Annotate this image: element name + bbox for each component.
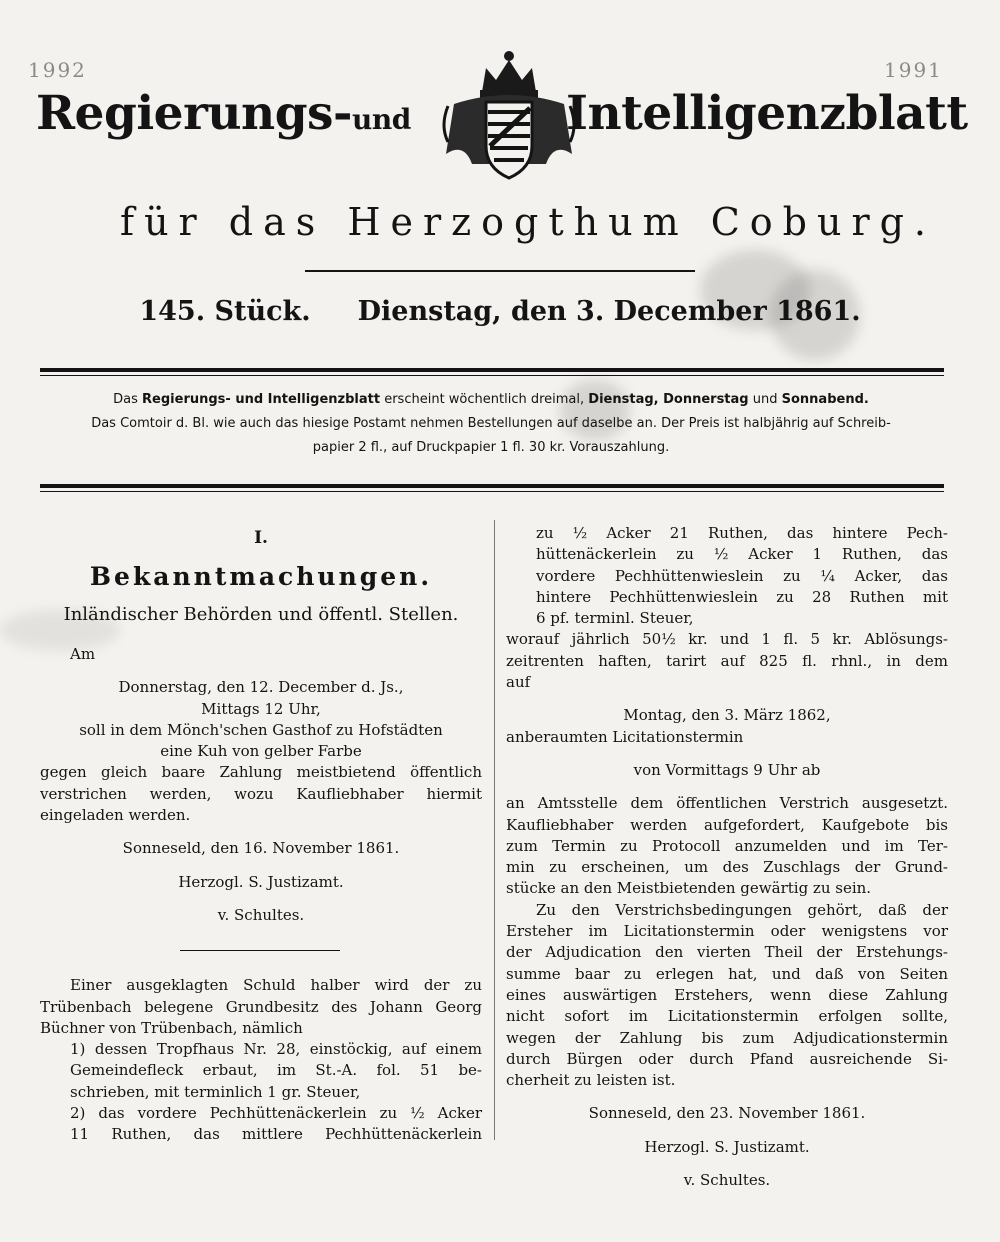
section-title: Bekanntmachungen. <box>89 562 433 591</box>
place-date: Sonneseld, den 16. November 1861. <box>122 839 400 858</box>
office-name: Herzogl. S. Justizamt. <box>644 1137 810 1156</box>
masthead-title-right: Intelligenzblatt <box>566 86 968 141</box>
notice-text: nicht sofort im Licitationstermin erfolgen sollte, <box>506 1007 948 1026</box>
notice-text: summe baar zu erlegen hat, und daß von Seiten <box>506 964 948 983</box>
subsection-title: Inländischer Behörden und öffentl. Stellen. <box>63 604 459 625</box>
divider-thin-bottom <box>40 491 944 492</box>
notice-line: Das Comtoir d. Bl. wie auch das hiesige Postamt nehmen Bestellungen auf daselbe an. Der Preis ist halbjährig auf Schreib- <box>91 416 891 431</box>
notice-separator <box>180 950 340 951</box>
notice-text: hüttenäckerlein zu ½ Acker 1 Ruthen, das <box>536 545 948 564</box>
notice-text: Zu den Verstrichsbedingungen gehört, daß der <box>536 900 948 919</box>
column-divider <box>494 520 495 1140</box>
notice-text: an Amtsstelle dem öffentlichen Verstrich ausgesetzt. <box>506 794 948 813</box>
notice-text: soll in dem Mönch'schen Gasthof zu Hofstädten <box>79 720 443 739</box>
masthead-title <box>36 86 968 166</box>
notice-text: auf <box>506 673 531 692</box>
notice-text: anberaumten Licitationstermin <box>506 727 744 746</box>
auction-date: Donnerstag, den 12. December d. Js., <box>118 678 404 697</box>
notice-text: der Adjudication den vierten Theil der Erstehungs- <box>506 943 948 962</box>
notice-text: Gemeindefleck erbaut, im St.-A. fol. 51 be- <box>70 1061 482 1080</box>
notice-text: Büchner von Trübenbach, nämlich <box>40 1018 303 1037</box>
notice-text: 1) dessen Tropfhaus Nr. 28, einstöckig, auf einem <box>70 1040 482 1059</box>
notice-text: hintere Pechhüttenwieslein zu 28 Ruthen mit <box>536 587 948 606</box>
notice-text: stücke an den Meistbietenden gewärtig zu sein. <box>506 879 872 898</box>
notice-line: Das Regierungs- und Intelligenzblatt erscheint wöchentlich dreimal, Dienstag, Donnerstag und Sonnabend. <box>113 392 869 407</box>
subscription-notice <box>36 388 946 460</box>
notice-text: Ersteher im Licitationstermin oder wenigstens vor <box>506 922 948 941</box>
issue-date: Dienstag, den 3. December 1861. <box>357 296 861 327</box>
office-name: Herzogl. S. Justizamt. <box>178 872 344 891</box>
notice-text: wegen der Zahlung bis zum Adjudicationstermin <box>506 1028 948 1047</box>
notice-text: 11 Ruthen, das mittlere Pechhüttenäckerlein <box>70 1125 482 1144</box>
auction-time: von Vormittags 9 Uhr ab <box>633 760 821 779</box>
notice-text: zum Termin zu Protocoll anzumelden und im Ter- <box>506 836 948 855</box>
coat-of-arms-icon <box>434 46 584 196</box>
masthead-title-left: Regierungs-und <box>36 86 411 141</box>
notice-text: zeitrenten haften, tarirt auf 825 fl. rhnl., in dem <box>506 651 948 670</box>
notice-text: eines auswärtigen Erstehers, wenn diese Zahlung <box>506 985 948 1004</box>
divider-short <box>305 270 695 272</box>
auction-time: Mittags 12 Uhr, <box>201 699 321 718</box>
notice-text: eingeladen werden. <box>40 806 191 825</box>
notice-text: schrieben, mit terminlich 1 gr. Steuer, <box>70 1082 361 1101</box>
divider-thin-top <box>40 375 944 376</box>
auction-date: Montag, den 3. März 1862, <box>623 706 831 725</box>
page-number-left: 1992 <box>28 58 87 82</box>
right-column <box>506 523 948 1191</box>
notice-text: Kaufliebhaber werden aufgefordert, Kaufgebote bis <box>506 815 948 834</box>
notice-text: vordere Pechhüttenwieslein zu ¼ Acker, das <box>536 566 948 585</box>
masthead-subtitle: für das Herzogthum Coburg. <box>120 200 937 244</box>
notice-text: Trübenbach belegene Grundbesitz des Johann Georg <box>40 997 482 1016</box>
notice-text: gegen gleich baare Zahlung meistbietend öffentlich <box>40 763 482 782</box>
notice-line: papier 2 fl., auf Druckpapier 1 fl. 30 kr. Vorauszahlung. <box>312 440 670 455</box>
notice-text: worauf jährlich 50½ kr. und 1 fl. 5 kr. Ablösungs- <box>506 630 948 649</box>
left-column <box>40 528 482 1146</box>
notice-text: eine Kuh von gelber Farbe <box>160 742 362 761</box>
divider-thick-top <box>40 368 944 372</box>
section-number: I. <box>254 528 268 548</box>
notice-text: durch Bürgen oder durch Pfand ausreichende Si- <box>506 1049 948 1068</box>
notice-text: 6 pf. terminl. Steuer, <box>536 609 694 628</box>
notice-text: Am <box>70 645 96 663</box>
signature: v. Schultes. <box>683 1171 771 1190</box>
notice-text: verstrichen werden, wozu Kaufliebhaber hiermit <box>40 784 482 803</box>
signature: v. Schultes. <box>217 905 305 924</box>
notice-text: 2) das vordere Pechhüttenäckerlein zu ½ Acker <box>70 1104 482 1123</box>
issue-number: 145. Stück. <box>139 296 311 327</box>
place-date: Sonneseld, den 23. November 1861. <box>588 1104 866 1123</box>
notice-text: Einer ausgeklagten Schuld halber wird der zu <box>70 976 482 995</box>
page-number-right: 1991 <box>884 58 943 82</box>
issue-line <box>0 296 1000 327</box>
divider-thick-bottom <box>40 484 944 488</box>
notice-text: zu ½ Acker 21 Ruthen, das hintere Pech- <box>536 524 948 542</box>
notice-text: cherheit zu leisten ist. <box>506 1071 676 1090</box>
masthead-und: und <box>352 103 411 136</box>
notice-text: min zu erscheinen, um des Zuschlags der Grund- <box>506 858 948 877</box>
